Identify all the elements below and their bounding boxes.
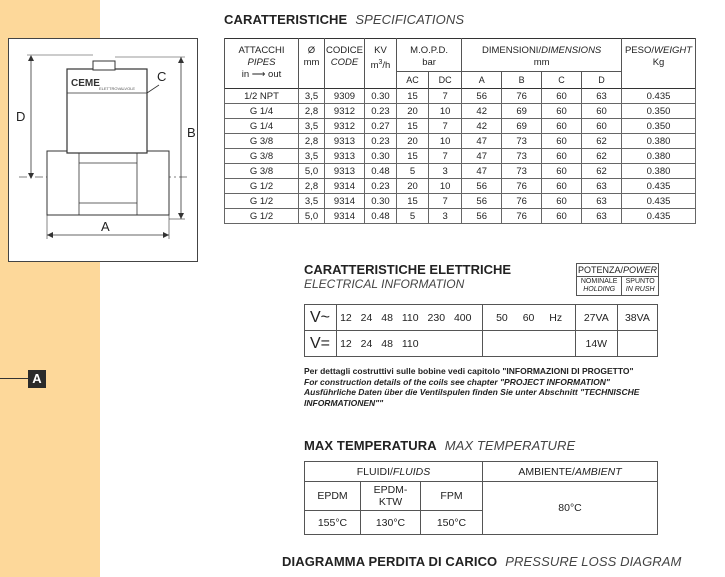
specs-title-en: SPECIFICATIONS: [355, 12, 465, 27]
diagram-title-it: DIAGRAMMA PERDITA DI CARICO: [282, 554, 498, 569]
fpm-header: FPM: [421, 482, 483, 511]
table-cell: 76: [502, 209, 542, 224]
brand-sub: ELETTROVALVOLE: [99, 86, 136, 91]
table-cell: 56: [462, 194, 502, 209]
table-cell: 73: [502, 164, 542, 179]
table-cell: 20: [396, 104, 428, 119]
col-kv: [364, 39, 396, 89]
table-cell: 5: [396, 164, 428, 179]
table-cell: 9314: [325, 179, 365, 194]
dim-d-label: D: [16, 109, 26, 124]
col-dim-c: C: [542, 72, 582, 89]
table-cell: 56: [462, 179, 502, 194]
ac-holding: 27VA: [575, 305, 617, 331]
table-cell: 63: [582, 89, 622, 104]
table-cell: 62: [582, 164, 622, 179]
table-cell: 0.30: [364, 149, 396, 164]
table-cell: 60: [542, 179, 582, 194]
table-cell: G 1/2: [225, 209, 299, 224]
table-cell: G 3/8: [225, 164, 299, 179]
col-attacchi: [225, 39, 299, 89]
table-cell: 63: [582, 209, 622, 224]
dim-a-label: A: [101, 219, 110, 234]
dimensions-unit: mm: [533, 57, 550, 68]
table-cell: 76: [502, 194, 542, 209]
table-cell: 60: [542, 119, 582, 134]
pipes-label: PIPES: [247, 57, 276, 68]
table-cell: 3: [429, 164, 462, 179]
power-header-it: POTENZA/: [578, 265, 624, 275]
dimensions-text: DIMENSIONS: [541, 45, 602, 56]
spunto-label: SPUNTO: [625, 278, 655, 285]
table-row: [225, 89, 696, 104]
table-cell: 60: [542, 164, 582, 179]
table-cell: 7: [429, 119, 462, 134]
table-row: [225, 179, 696, 194]
table-cell: 9314: [325, 194, 365, 209]
table-cell: 47: [462, 164, 502, 179]
specs-table-body: [225, 89, 696, 224]
table-cell: G 1/4: [225, 104, 299, 119]
table-cell: 76: [502, 89, 542, 104]
dimensions-label: [463, 45, 620, 57]
table-cell: 3,5: [299, 149, 325, 164]
table-cell: 15: [396, 89, 428, 104]
table-cell: G 1/2: [225, 194, 299, 209]
table-cell: G 3/8: [225, 134, 299, 149]
table-cell: 10: [429, 104, 462, 119]
dc-inrush-empty: [617, 331, 657, 357]
table-cell: 0.30: [364, 194, 396, 209]
col-dim-b: B: [502, 72, 542, 89]
table-cell: 60: [542, 149, 582, 164]
table-cell: 3,5: [299, 194, 325, 209]
dc-row: [305, 331, 658, 357]
codice-label: CODICE: [326, 45, 363, 56]
table-cell: 15: [396, 194, 428, 209]
table-cell: 63: [582, 194, 622, 209]
table-cell: 0.435: [622, 209, 696, 224]
table-cell: 60: [542, 104, 582, 119]
table-cell: 0.435: [622, 89, 696, 104]
col-diameter: [299, 39, 325, 89]
dc-frequency-empty: [483, 331, 575, 357]
brand-logo: CEME: [71, 78, 100, 89]
diagram-title: [282, 554, 681, 569]
table-cell: 0.350: [622, 104, 696, 119]
code-label: CODE: [330, 57, 359, 68]
section-marker-a: A: [28, 370, 46, 388]
note-it: Per dettagli costruttivi sulle bobine vedi capitolo "INFORMAZIONI DI PROGETTO": [304, 366, 634, 376]
table-cell: 63: [582, 179, 622, 194]
kv-unit-tail: /h: [382, 60, 391, 72]
weight-unit: Kg: [652, 57, 665, 68]
weight-label: [623, 45, 694, 57]
temperature-table: [304, 461, 658, 535]
specs-title: [224, 12, 464, 27]
ambient-text: AMBIENT: [574, 465, 622, 478]
table-cell: 20: [396, 179, 428, 194]
table-cell: G 1/2: [225, 179, 299, 194]
table-cell: 62: [582, 134, 622, 149]
table-cell: 9309: [325, 89, 365, 104]
table-cell: 47: [462, 134, 502, 149]
dim-c-label: C: [157, 69, 167, 84]
table-cell: 76: [502, 179, 542, 194]
col-weight: [622, 39, 696, 89]
table-cell: 0.23: [364, 104, 396, 119]
table-cell: 7: [429, 149, 462, 164]
dc-holding: 14W: [575, 331, 617, 357]
power-header-en: POWER: [623, 265, 658, 275]
table-cell: 3: [429, 209, 462, 224]
table-cell: G 3/8: [225, 149, 299, 164]
table-cell: 0.380: [622, 134, 696, 149]
electrical-title: CARATTERISTICHE ELETTRICHE: [304, 262, 512, 277]
col-mopd: [396, 39, 461, 72]
max-temp-title-it: MAX TEMPERATURA: [304, 438, 437, 453]
peso-text: PESO/: [624, 45, 655, 56]
mopd-unit: bar: [422, 57, 436, 68]
table-cell: 0.23: [364, 134, 396, 149]
table-cell: 42: [462, 119, 502, 134]
table-cell: 42: [462, 104, 502, 119]
table-cell: 0.350: [622, 119, 696, 134]
table-cell: 20: [396, 134, 428, 149]
col-dimensions: [462, 39, 622, 72]
dc-voltages: 12 24 48 110: [337, 331, 483, 357]
ac-inrush: 38VA: [617, 305, 657, 331]
col-dim-d: D: [582, 72, 622, 89]
dimensioni-text: DIMENSIONI/: [481, 45, 542, 56]
note-en: For construction details of the coils see chapter "PROJECT INFORMATION": [304, 376, 610, 387]
dc-symbol: V=: [305, 331, 337, 357]
table-cell: 60: [582, 119, 622, 134]
inrush-header: [622, 277, 659, 296]
table-cell: 9313: [325, 134, 365, 149]
table-cell: 9312: [325, 119, 365, 134]
table-cell: 0.435: [622, 194, 696, 209]
section-marker-line: [0, 378, 28, 379]
fluids-header: [305, 462, 483, 482]
table-cell: 60: [542, 134, 582, 149]
table-cell: 15: [396, 119, 428, 134]
table-cell: 0.380: [622, 149, 696, 164]
mopd-label: M.O.P.D.: [410, 45, 449, 56]
table-cell: 3,5: [299, 119, 325, 134]
table-cell: 73: [502, 134, 542, 149]
electrical-subtitle: ELECTRICAL INFORMATION: [304, 277, 465, 291]
table-cell: 69: [502, 104, 542, 119]
table-cell: 5: [396, 209, 428, 224]
table-row: [225, 149, 696, 164]
table-cell: 10: [429, 134, 462, 149]
table-cell: 0.27: [364, 119, 396, 134]
table-cell: 9313: [325, 164, 365, 179]
table-cell: 73: [502, 149, 542, 164]
table-cell: 9314: [325, 209, 365, 224]
table-cell: 2,8: [299, 104, 325, 119]
note-de: Ausführliche Daten über die Ventilspulen finden Sie unter Abschnitt "TECHNISCHE INFORMATIONEN"": [304, 387, 640, 408]
table-cell: 10: [429, 179, 462, 194]
table-cell: 60: [542, 209, 582, 224]
table-cell: 0.48: [364, 164, 396, 179]
table-row: [225, 164, 696, 179]
table-cell: 15: [396, 149, 428, 164]
epdm-header: EPDM: [305, 482, 361, 511]
table-cell: 3,5: [299, 89, 325, 104]
table-cell: 7: [429, 194, 462, 209]
table-cell: 69: [502, 119, 542, 134]
dim-b-label: B: [187, 125, 196, 140]
kv-unit: [366, 57, 395, 72]
col-dim-a: A: [462, 72, 502, 89]
table-row: [225, 104, 696, 119]
table-cell: 47: [462, 149, 502, 164]
table-cell: 0.48: [364, 209, 396, 224]
power-header-table: [576, 263, 659, 296]
diagram-title-en: PRESSURE LOSS DIAGRAM: [505, 554, 682, 569]
valve-drawing: [8, 38, 198, 262]
table-cell: 60: [542, 89, 582, 104]
ac-voltages: 12 24 48 110 230 400: [337, 305, 483, 331]
col-dc: DC: [429, 72, 462, 89]
table-cell: 56: [462, 89, 502, 104]
holding-label: HOLDING: [583, 286, 616, 293]
specs-table: [224, 38, 696, 224]
nominale-label: NOMINALE: [580, 278, 618, 285]
table-cell: 0.380: [622, 164, 696, 179]
fluids-text: FLUIDS: [392, 465, 431, 478]
ambient-header: [483, 462, 658, 482]
ac-symbol: V~: [305, 305, 337, 331]
table-cell: 9313: [325, 149, 365, 164]
table-cell: G 1/4: [225, 119, 299, 134]
table-cell: 60: [542, 194, 582, 209]
holding-header: [577, 277, 622, 296]
valve-drawing-svg: [9, 39, 199, 263]
table-cell: 60: [582, 104, 622, 119]
col-ac: AC: [396, 72, 428, 89]
in-out-label: in ⟶ out: [241, 69, 282, 80]
table-cell: 5,0: [299, 209, 325, 224]
weight-text: WEIGHT: [654, 45, 693, 56]
epdm-value: 155°C: [305, 511, 361, 535]
ac-row: [305, 305, 658, 331]
diameter-unit: mm: [303, 57, 320, 68]
max-temp-title-en: MAX TEMPERATURE: [444, 438, 576, 453]
coil-notes: [304, 366, 684, 408]
table-cell: 2,8: [299, 179, 325, 194]
epdm-ktw-value: 130°C: [361, 511, 421, 535]
power-header: [577, 264, 659, 277]
table-cell: 0.23: [364, 179, 396, 194]
table-cell: 9312: [325, 104, 365, 119]
ac-frequency: 50 60 Hz: [483, 305, 575, 331]
fluidi-text: FLUIDI/: [356, 465, 393, 478]
table-row: [225, 119, 696, 134]
kv-unit-exp: 3: [378, 59, 383, 66]
table-row: [225, 209, 696, 224]
ambient-value: 80°C: [483, 482, 658, 535]
max-temp-title: [304, 438, 575, 453]
in-rush-label: IN RUSH: [625, 286, 655, 293]
table-cell: 5,0: [299, 164, 325, 179]
epdm-ktw-header: EPDM-KTW: [361, 482, 421, 511]
attacchi-label: ATTACCHI: [238, 45, 285, 56]
table-cell: 0.435: [622, 179, 696, 194]
table-cell: 56: [462, 209, 502, 224]
col-code: [325, 39, 365, 89]
table-cell: 62: [582, 149, 622, 164]
table-row: [225, 194, 696, 209]
fpm-value: 150°C: [421, 511, 483, 535]
ambiente-text: AMBIENTE/: [518, 465, 575, 478]
table-row: [225, 134, 696, 149]
table-cell: 2,8: [299, 134, 325, 149]
diameter-label: Ø: [307, 45, 316, 56]
table-cell: 1/2 NPT: [225, 89, 299, 104]
kv-label: KV: [374, 45, 387, 56]
table-cell: 7: [429, 89, 462, 104]
kv-unit-base: m: [370, 60, 379, 72]
table-cell: 0.30: [364, 89, 396, 104]
electrical-table: [304, 304, 658, 357]
specs-title-it: CARATTERISTICHE: [224, 12, 348, 27]
